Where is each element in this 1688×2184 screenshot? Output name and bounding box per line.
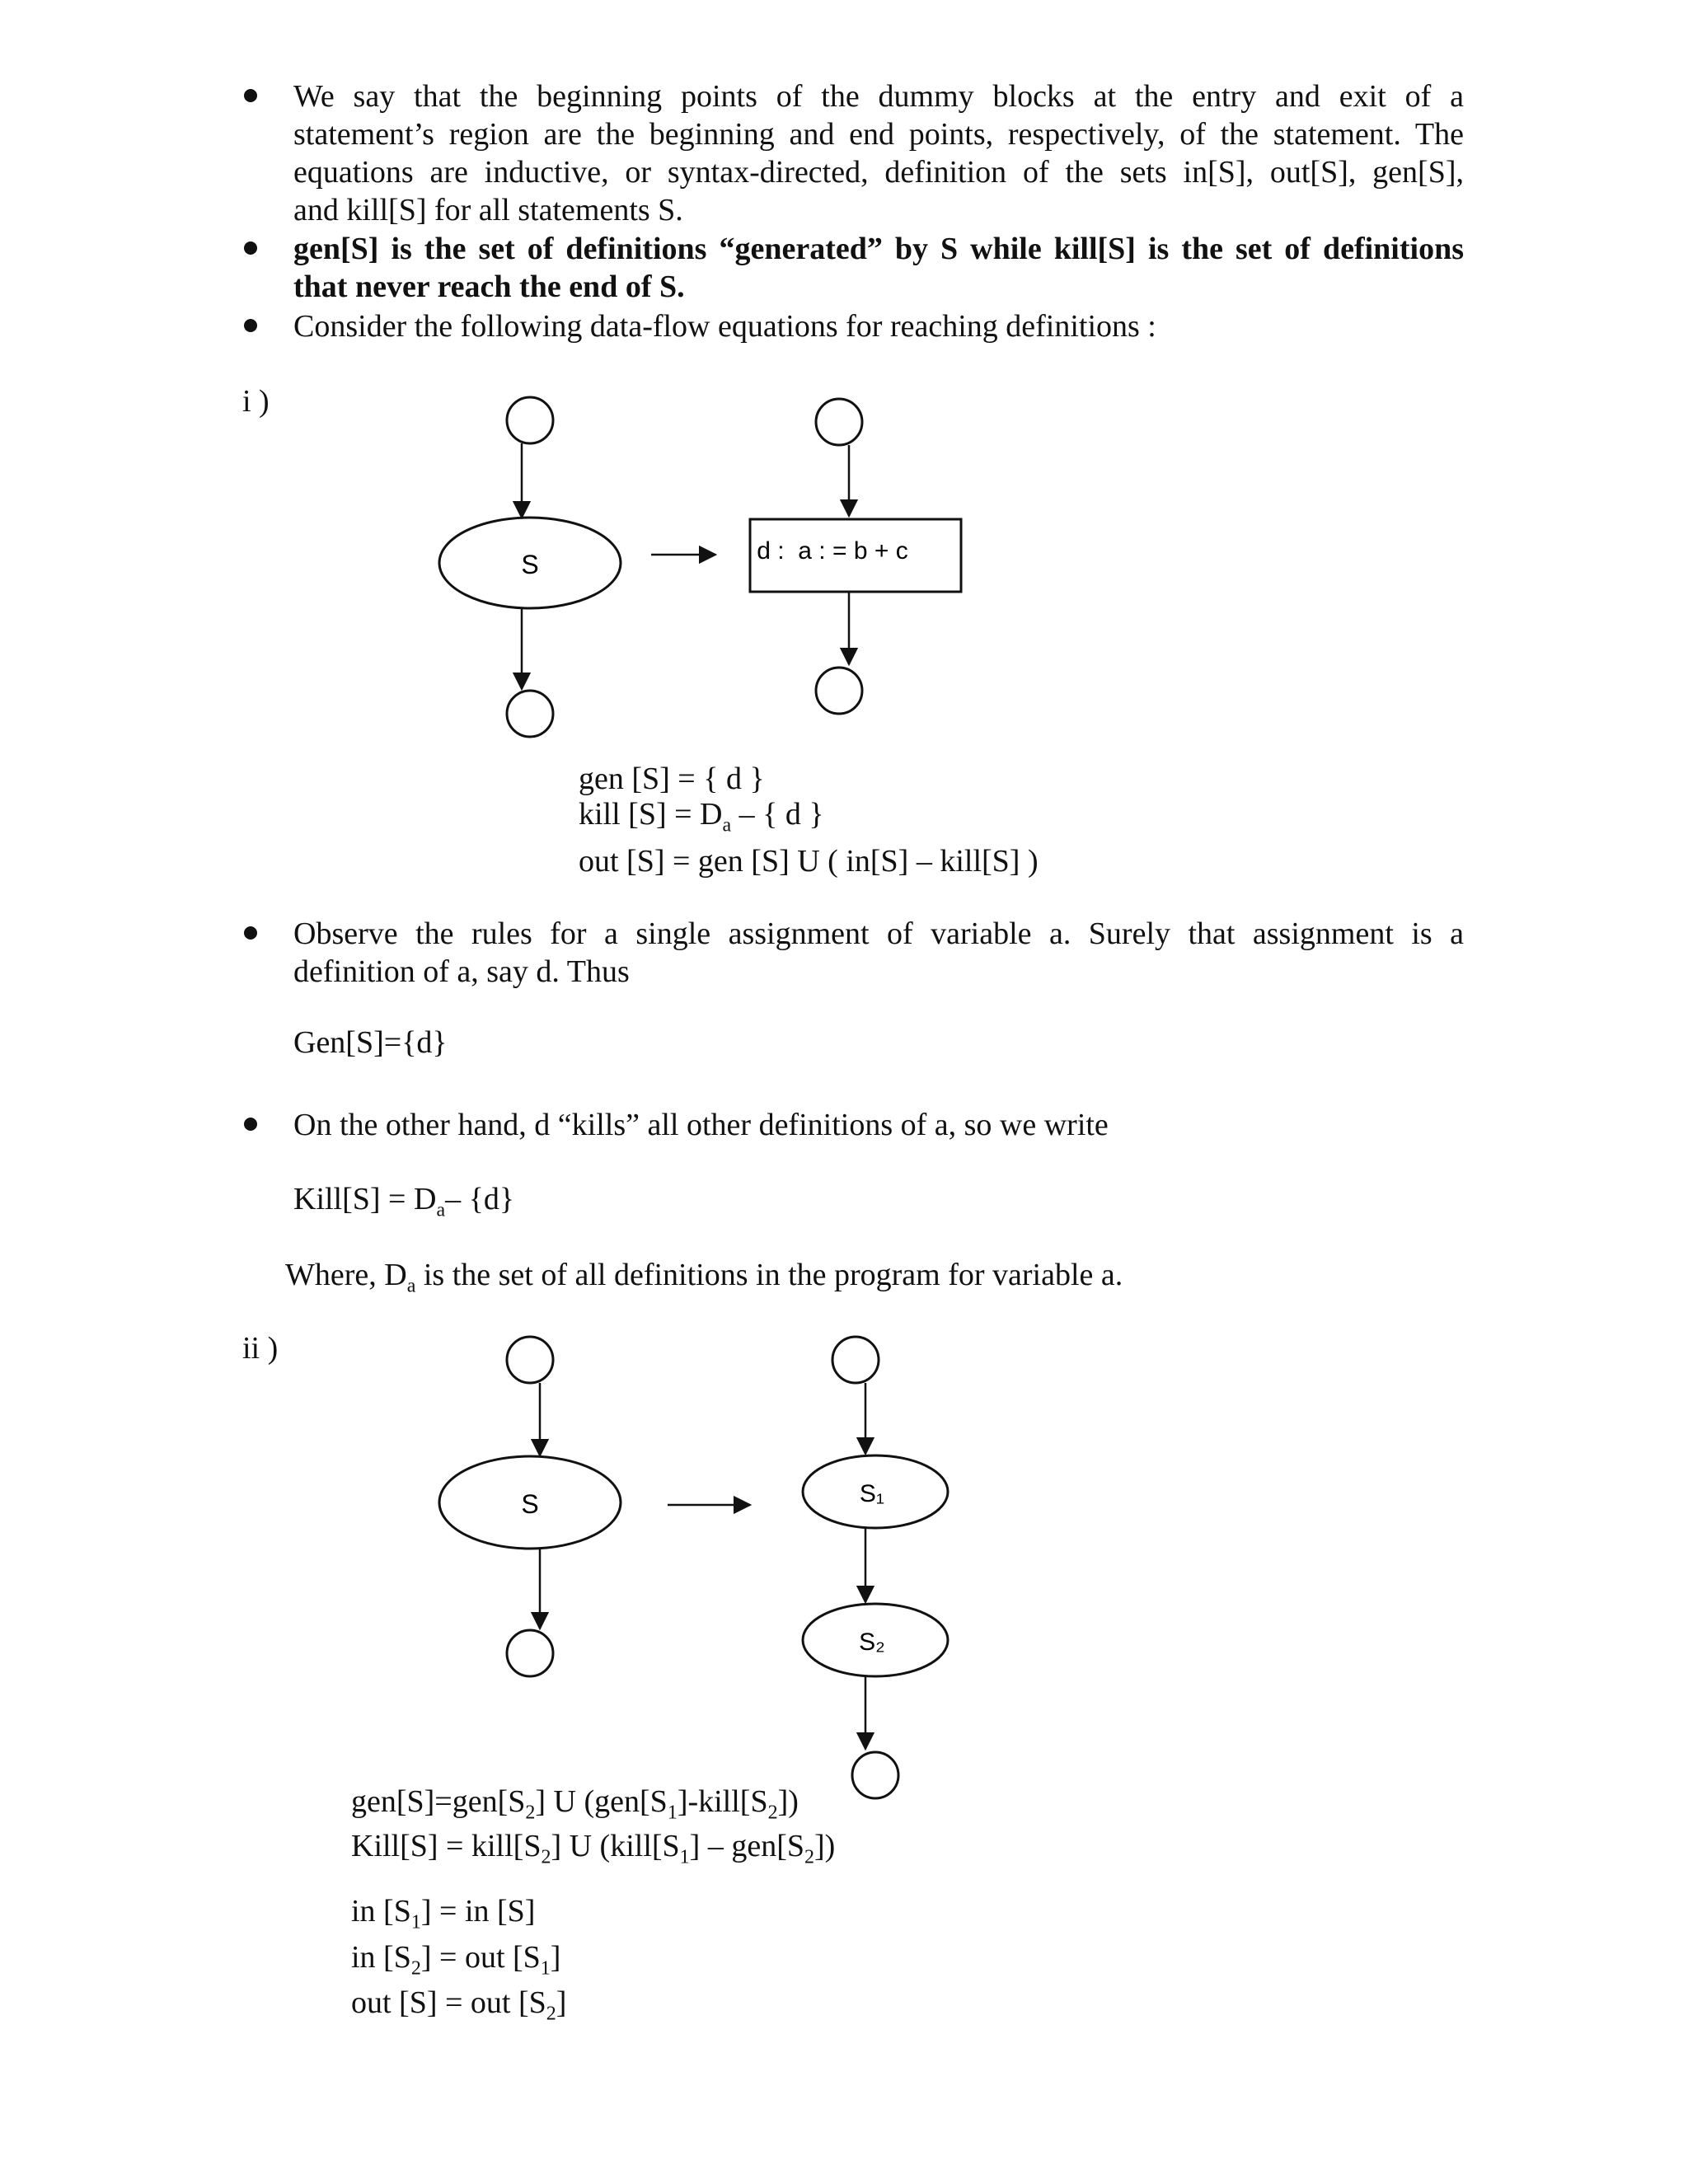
equation-text: ] [556, 1985, 567, 2021]
text-line: gen[S] is the set of definitions “generated” by S while kill[S] is the set of definitions [293, 232, 1464, 266]
equation-text: ] – gen[S [689, 1828, 804, 1863]
subscript: a [722, 814, 732, 837]
equations-block-3 [351, 1894, 566, 2032]
text: Where, D [285, 1258, 407, 1292]
entry-node [832, 1337, 879, 1383]
statement-node-label: S [521, 1489, 539, 1519]
equations-block-1 [579, 762, 1039, 879]
equation-gen-seq [351, 1785, 835, 1830]
equation-text: ]-kill[S [677, 1784, 768, 1819]
equation-kill [579, 797, 1039, 844]
bullet [244, 926, 257, 940]
subscript: a [406, 1275, 416, 1297]
statement-node-label: S [521, 550, 539, 579]
equation-text: Kill[S] = kill[S [351, 1828, 542, 1863]
kill-equation [293, 1180, 514, 1230]
subscript: 2 [804, 1846, 814, 1868]
subscript: 2 [541, 1846, 551, 1868]
subscript: 2 [410, 1957, 421, 1980]
text-line: equations are inductive, or syntax-directed, definition of the sets in[S], out[S], gen[S], [293, 155, 1464, 190]
subscript: 2 [767, 1802, 778, 1824]
equation-text: – {d} [445, 1182, 515, 1216]
text-line: that never reach the end of S. [293, 269, 685, 304]
equation-out: out [S] = gen [S] U ( in[S] – kill[S] ) [579, 843, 1039, 879]
exit-node [852, 1752, 898, 1798]
assignment-label: d : a : = b + c [757, 537, 908, 565]
equation-text: Kill[S] = D [293, 1182, 437, 1216]
equation-text: out [S] = out [S [351, 1985, 546, 2021]
text-line: definition of a, say d. Thus [293, 954, 630, 989]
equation-text: in [S [351, 1894, 411, 1929]
equation-gen: gen [S] = { d } [579, 762, 765, 796]
subscript: 1 [410, 1911, 421, 1933]
text: is the set of all definitions in the program for variable a. [415, 1258, 1123, 1292]
equation-text: ]) [814, 1828, 836, 1863]
equation-text: ] U (gen[S [535, 1784, 668, 1819]
equations-block-2 [351, 1785, 835, 1873]
subscript: 1 [679, 1846, 690, 1868]
statement-node-label: S₂ [859, 1629, 885, 1656]
intro-paragraph-3: Consider the following data-flow equations for reaching definitions : [293, 309, 1156, 344]
equation-text: ] = in [S] [420, 1894, 536, 1929]
equation-text: ]) [777, 1784, 799, 1819]
equation-in-s1 [351, 1894, 566, 1940]
equation-kill-seq [351, 1830, 835, 1874]
subscript: 2 [546, 2003, 556, 2025]
statement-node-label: S₁ [859, 1480, 885, 1507]
section-label: ii ) [242, 1331, 279, 1366]
gen-equation: Gen[S]={d} [293, 1025, 448, 1060]
equation-in-s2 [351, 1940, 566, 1986]
equation-text: gen[S]=gen[S [351, 1784, 526, 1819]
exit-node [816, 668, 862, 714]
entry-node [816, 399, 862, 445]
section-label: i ) [242, 384, 270, 419]
exit-node [507, 1630, 553, 1676]
bullet [244, 1118, 257, 1131]
equation-out-s [351, 1985, 566, 2032]
text-line: and kill[S] for all statements S. [293, 193, 683, 227]
other-hand-paragraph: On the other hand, d “kills” all other definitions of a, so we write [293, 1108, 1109, 1142]
subscript: 1 [540, 1957, 551, 1980]
entry-node [507, 1337, 553, 1383]
equation-text: – { d } [731, 797, 824, 832]
subscript: a [436, 1199, 446, 1221]
text-line: Observe the rules for a single assignment of variable a. Surely that assignment is a [293, 916, 1464, 951]
equation-text: in [S [351, 1939, 411, 1975]
diagram-sequence [0, 1319, 1688, 1830]
equation-text: kill [S] = D [579, 797, 723, 832]
where-sentence [285, 1256, 1123, 1305]
subscript: 1 [667, 1802, 678, 1824]
entry-node [507, 397, 553, 443]
equation-text: ] U (kill[S [551, 1828, 680, 1863]
text-line: statement’s region are the beginning and end points, respectively, of the statement. The [293, 117, 1464, 152]
observe-paragraph [293, 915, 1464, 991]
exit-node [507, 691, 553, 737]
subscript: 2 [525, 1802, 536, 1824]
text-line: We say that the beginning points of the dummy blocks at the entry and exit of a [293, 79, 1464, 114]
equation-text: ] = out [S [420, 1939, 541, 1975]
equation-text: ] [550, 1939, 561, 1975]
